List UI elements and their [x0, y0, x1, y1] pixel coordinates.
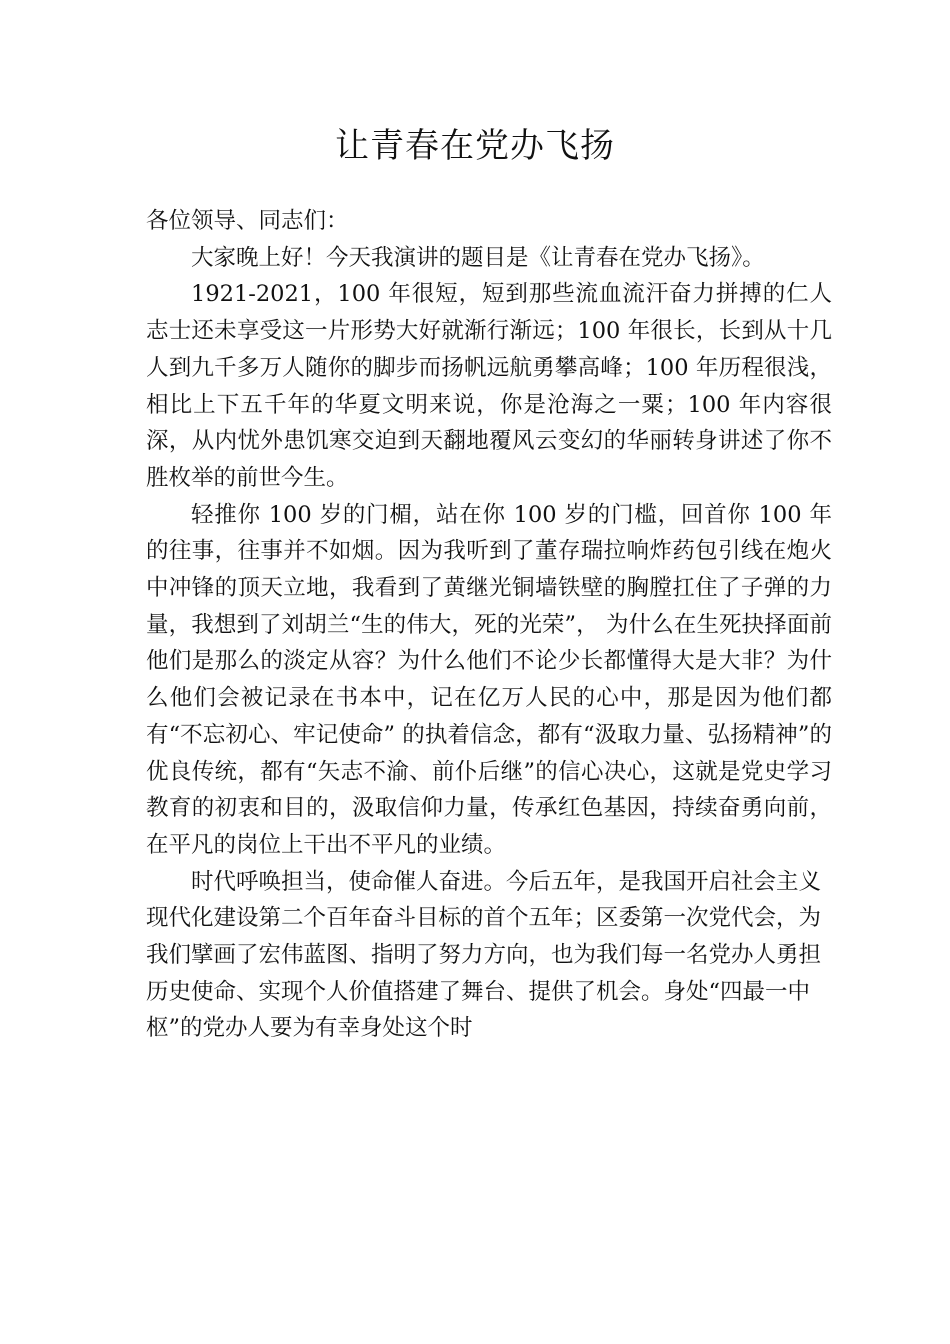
document-body: [146, 203, 832, 1047]
paragraph-heroes: 轻推你 100 岁的门楣，站在你 100 岁的门槛，回首你 100 年的往事，往事并不如烟。因为我听到了董存瑞拉响炸药包引线在炮火中冲锋的顶天立地，我看到了黄继光铜墙铁壁的胸膛扛住了子弹的力量，我想到了刘胡兰“生的伟大，死的光荣”， 为什么在生死抉择面前他们是那么的淡定从容？为什么他们不论少长都懂得大是大非？为什么他们会被记录在书本中，记在亿万人民的心中，那是因为他们都有“不忘初心、牢记使命” 的执着信念，都有“汲取力量、弘扬精神”的优良传统，都有“矢志不渝、前仆后继”的信心决心，这就是党史学习教育的初衷和目的，汲取信仰力量，传承红色基因，持续奋勇向前， 在平凡的岗位上干出不平凡的业绩。: [146, 501, 832, 858]
document-title: 让青春在党办飞扬: [335, 126, 615, 166]
paragraph-greeting: 大家晚上好！今天我演讲的题目是《让青春在党办飞扬》。: [191, 244, 765, 271]
salutation: 各位领导、同志们：: [146, 208, 349, 234]
paragraph-100-years: 1921-2021，100 年很短，短到那些流血流汗奋力拼搏的仁人志士还未享受这一片形势大好就渐行渐远；100 年很长，长到从十几人到九千多万人随你的脚步而扬帆远航勇攀高峰；100 年历程很浅，相比上下五千年的华夏文明来说，你是沧海之一粟；100 年内容很深，从内忧外患饥寒交迫到天翻地覆风云变幻的华丽转身讲述了你不胜枚举的前世今生。: [146, 281, 832, 491]
paragraph-mission: 时代呼唤担当，使命催人奋进。今后五年，是我国开启社会主义现代化建设第二个百年奋斗目标的首个五年；区委第一次党代会，为我们擘画了宏伟蓝图、指明了努力方向，也为我们每一名党办人勇担历史使命、实现个人价值搭建了舞台、提供了机会。身处“四最一中枢”的党办人要为有幸身处这个时: [146, 868, 822, 1042]
